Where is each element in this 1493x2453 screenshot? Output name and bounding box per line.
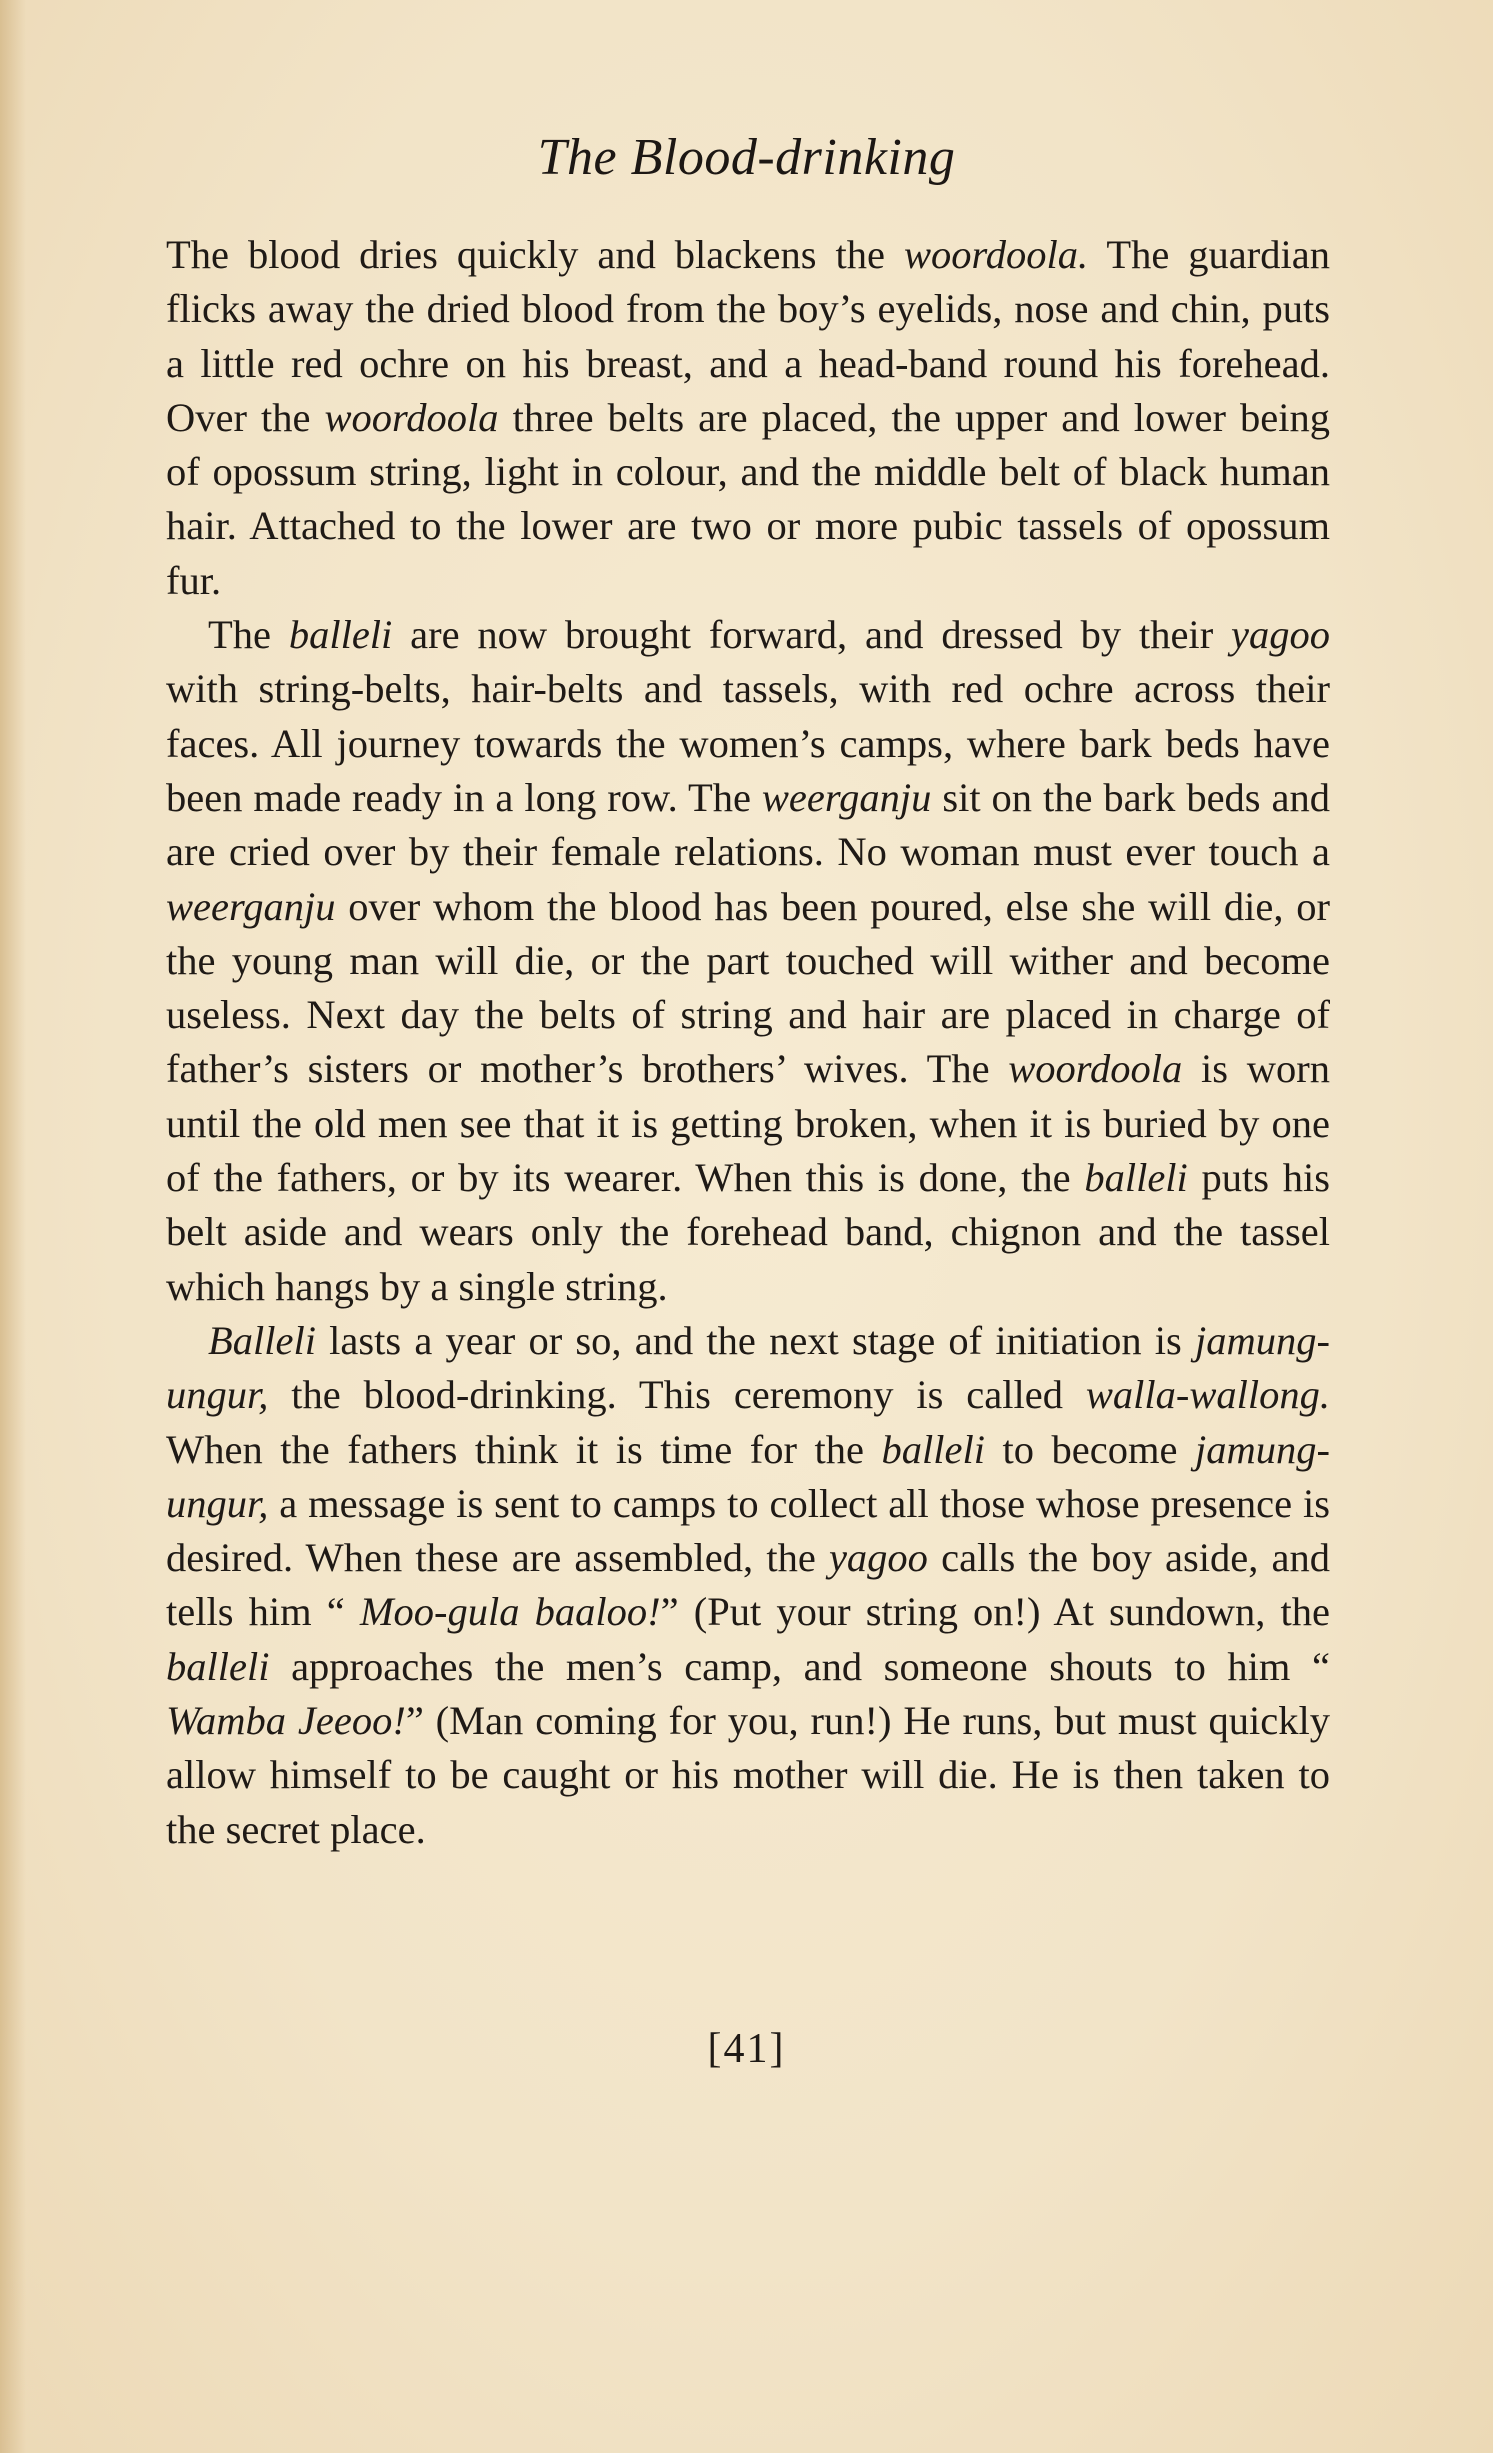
text-run: The blood dries quickly and blackens the — [166, 232, 904, 277]
text-run: lasts a year or so, and the next stage of initiation is — [315, 1317, 1195, 1363]
text-run: When the fathers think it is time for the — [166, 1426, 882, 1472]
text-run: approaches the men’s camp, and someone shouts to him “ — [269, 1643, 1330, 1689]
italic-term: Moo-gula baaloo! — [359, 1589, 661, 1635]
text-run: a message is sent to camps to collect all those whose presence is desired. When these are assembled, the — [166, 1480, 1330, 1581]
italic-term: balleli — [166, 1643, 270, 1689]
text-run: The — [208, 612, 289, 658]
italic-term: balleli — [1084, 1155, 1188, 1201]
paragraph — [166, 1314, 1330, 1857]
text-run: ” (Put your string on!) At sundown, the — [660, 1589, 1330, 1635]
page-number: [41] — [707, 2026, 786, 2072]
text-run: are now brought forward, and dressed by their — [392, 612, 1232, 658]
page-gutter-shadow — [0, 0, 26, 2453]
paragraph — [166, 608, 1330, 1314]
italic-term: Balleli — [208, 1317, 316, 1363]
text-run: three belts are placed, the upper and lower being of opossum string, light in colour, and the middle belt of black human hair. Attached to the lower are two or more pubic tassels of opossum fur. — [166, 394, 1330, 603]
text-run: the blood-drinking. This ceremony is called — [268, 1372, 1086, 1418]
italic-term: yagoo — [1231, 612, 1331, 658]
paragraph — [166, 228, 1330, 608]
text-run: calls the boy aside, and tells him “ — [166, 1535, 1330, 1635]
italic-term: balleli — [288, 612, 393, 658]
running-head: The Blood-drinking — [537, 129, 956, 186]
italic-term: weerganju — [761, 774, 932, 820]
italic-term: yagoo — [828, 1535, 928, 1581]
italic-term: walla-wallong. — [1085, 1372, 1330, 1418]
italic-term: jamung-ungur, — [166, 1426, 1330, 1526]
text-run: to become — [985, 1426, 1195, 1472]
italic-term: woordoola. — [903, 232, 1089, 277]
text-run: The guardian flicks away the dried blood from the boy’s eyelids, nose and chin, puts a little red ochre on his breast, and a head-band round his forehead. Over the — [166, 232, 1330, 440]
text-run: over whom the blood has been poured, else she will die, or the young man will die, or the part touched will wither and become useless. Next day the belts of string and hair are placed in charge of father’s sisters or mother’s brothers’ wives. The — [166, 883, 1330, 1092]
text-run: sit on the bark beds and are cried over by their female relations. No woman must ever touch a — [166, 774, 1330, 875]
italic-term: woordoola — [324, 394, 499, 440]
text-run: ” (Man coming for you, run!) He runs, but must quickly allow himself to be caught or his mother will die. He is then taken to the secret place. — [166, 1698, 1330, 1852]
body-text — [166, 228, 1330, 1857]
text-run: puts his belt aside and wears only the forehead band, chignon and the tassel which hangs by a single string. — [166, 1155, 1330, 1309]
italic-term: woordoola — [1008, 1046, 1183, 1092]
italic-term: jamung-ungur, — [166, 1317, 1330, 1418]
italic-term: balleli — [881, 1426, 985, 1472]
italic-term: Wamba Jeeoo! — [166, 1698, 406, 1744]
text-run: with string-belts, hair-belts and tassels, with red ochre across their faces. All journey towards the women’s camps, where bark beds have been made ready in a long row. The — [166, 666, 1330, 820]
text-run: is worn until the old men see that it is getting broken, when it is buried by one of the fathers, or by its wearer. When this is done, the — [166, 1046, 1331, 1201]
italic-term: weerganju — [166, 883, 336, 929]
